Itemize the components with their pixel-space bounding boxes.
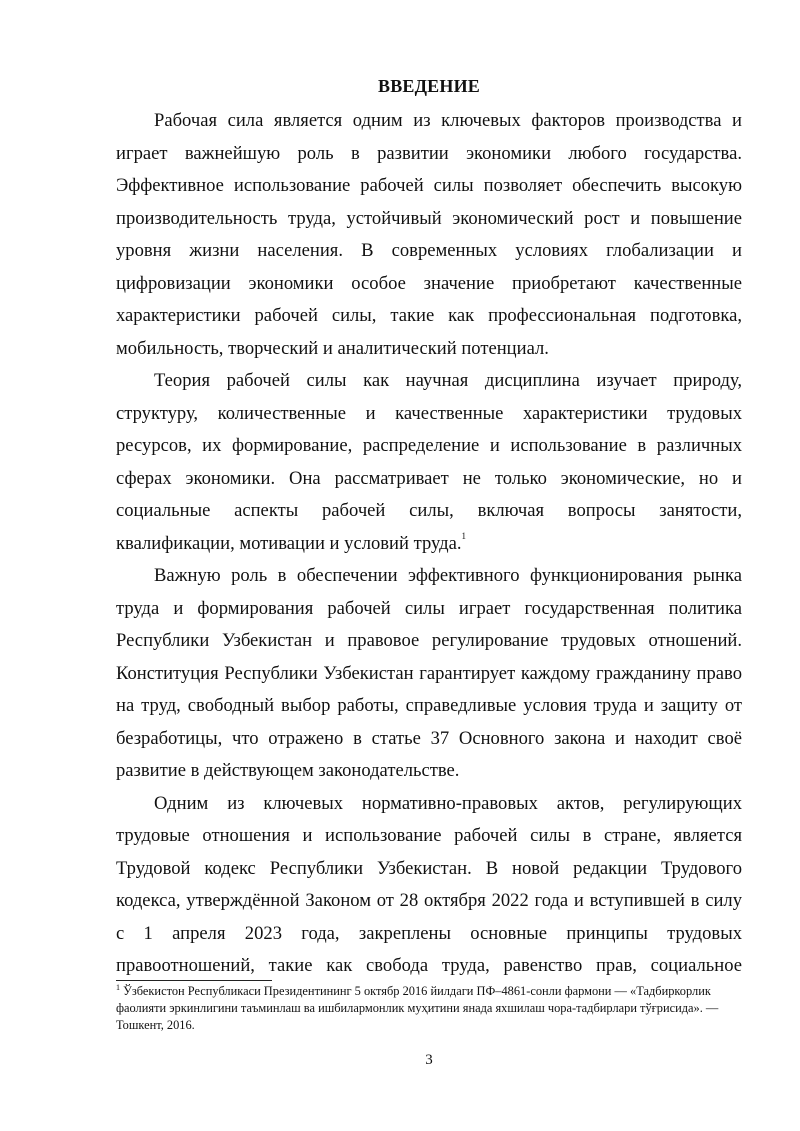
footnote-text: Ўзбекистон Республикаси Президентининг 5 октябр 2016 йилдаги ПФ–4861-сонли фармони — «Тадбиркорлик фаолияти эркинлигини таъминлаш ва ишбилармонлик муҳитини янада яхшилаш чора-тадбирлари тўғрисида». — Тошкент, 2016. [116, 984, 719, 1032]
section-heading: ВВЕДЕНИЕ [377, 76, 480, 96]
page-number: 3 [425, 1052, 433, 1068]
footnote-marker: 1 [116, 982, 120, 992]
paragraph-2-text: Теория рабочей силы как научная дисциплина изучает природу, структуру, количественные и качественные характеристики трудовых ресурсов, их формирование, распределение и использование в различных сферах экономики. Она рассматривает не только экономические, но и социальные аспекты рабочей силы, включая вопросы занятости, квалификации, мотивации и условий труда. [116, 370, 742, 554]
footnote-separator [116, 980, 272, 981]
paragraph-1: Рабочая сила является одним из ключевых факторов производства и играет важнейшую роль в развитии экономики любого государства. Эффективное использование рабочей силы позволяет обеспечить высокую производительность труда, устойчивый экономический рост и повышение уровня жизни населения. В современных условиях глобализации и цифровизации экономики особое значение приобретают качественные характеристики рабочей силы, такие как профессиональная подготовка, мобильность, творческий и аналитический потенциал. [116, 110, 742, 359]
footnote [116, 983, 742, 1034]
paragraph-3: Важную роль в обеспечении эффективного функционирования рынка труда и формирования рабочей силы играет государственная политика Республики Узбекистан и правовое регулирование трудовых отношений. Конституция Республики Узбекистан гарантирует каждому гражданину право на труд, свободный выбор работы, справедливые условия труда и защиту от безработицы, что отражено в статье 37 Основного закона и находит своё развитие в действующем законодательстве. [116, 565, 742, 781]
footnote-reference[interactable]: 1 [461, 531, 466, 542]
body-text [116, 105, 742, 983]
paragraph-2 [116, 365, 742, 560]
paragraph-4: Одним из ключевых нормативно-правовых актов, регулирующих трудовые отношения и использование рабочей силы в стране, является Трудовой кодекс Республики Узбекистан. В новой редакции Трудового кодекса, утверждённой Законом от 28 октября 2022 года и вступившей в силу с 1 апреля 2023 года, закреплены основные принципы трудовых правоотношений, такие как свобода труда, равенство прав, социальное [116, 792, 742, 976]
